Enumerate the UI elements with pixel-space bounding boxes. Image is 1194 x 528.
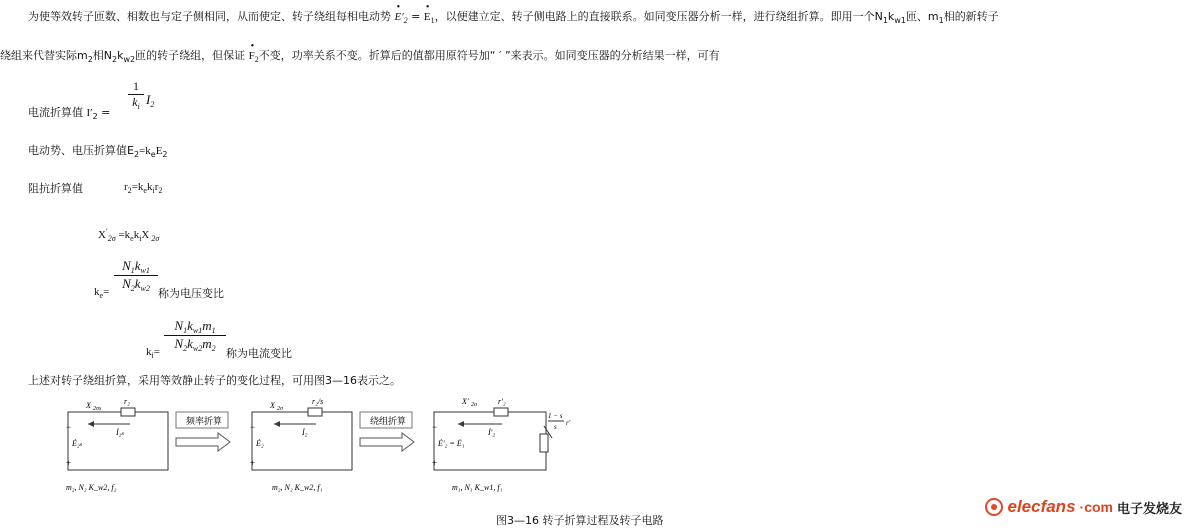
c2-minus: − <box>250 422 256 432</box>
formula-ki-desc: 称为电流变比 <box>226 347 292 360</box>
c3-r-label: r′₂ <box>498 397 506 406</box>
c2-e-label: Ė₂ <box>256 439 264 448</box>
c1-i-label: İ₂ₛ <box>116 428 125 437</box>
closing-sentence: 上述对转子绕组折算，采用等效静止转子的变化过程，可用图3—16表示之。 <box>28 374 401 387</box>
text: ，以便建立定、转子侧电路上的直接联系。如同变压器分析一样，进行绕组折算。即用一个N <box>434 10 883 23</box>
symbol-e2-prime: • $E'_2$ <box>394 2 408 25</box>
c1-caption: m₂, N₂ K_w2, f₂ <box>66 483 117 492</box>
text: = <box>407 10 424 23</box>
circuit-2 <box>250 397 352 492</box>
c2-plus: + <box>250 458 256 468</box>
arrow-2-label: 绕组折算 <box>370 417 407 427</box>
c1-x-sub: 2σs <box>93 406 102 412</box>
paragraph-line-2: 绕组来代替实际$m_2$相$N_2k_{w2}$匝的转子绕组，但保证 • $F_2$不变，功率关系不变。折算后的值都用原符号加“ ′ ”来表示。如同变压器的分析结果一样，可有 <box>0 41 720 64</box>
formula-impedance: $r_2=k_ek_ir_2$ <box>124 181 163 195</box>
c2-i-label: İ₂ <box>302 428 308 437</box>
c1-e-label: Ė₂ₛ <box>72 439 83 448</box>
formula-ki-fraction: $\frac{N_1k_{w1}m_1}{N_2k_{w2}m_2}$ <box>164 318 226 353</box>
circuit-figure <box>58 390 618 500</box>
formula-reactance: $X'_{2\sigma} =k_ek_iX$ $_{2\sigma}$ <box>98 227 160 243</box>
c3-caption: m₁, N₁ K_w1, f₁ <box>452 483 503 492</box>
c1-minus: − <box>66 422 72 432</box>
text: 为使等效转子匝数、相数也与定子侧相同，从而使定、转子绕组每相电动势 <box>28 10 395 23</box>
c1-r-label: r₂ <box>124 397 130 406</box>
figure-caption: 图3—16 转子折算过程及转子电路 <box>496 514 664 527</box>
formula-ke: $k_e=$ <box>94 286 110 300</box>
formula-emf: 电动势、电压折算值$E_2=k_eE_2$ <box>28 144 168 159</box>
arrow-1-label: 频率折算 <box>186 417 223 427</box>
symbol-f2: • $F_2$ <box>248 41 259 64</box>
formula-current-fraction: $\frac{1}{k_i}$ <box>128 79 144 111</box>
c2-r-label: r₂/s <box>312 397 324 406</box>
symbol-e1: • $E_1$ <box>423 2 435 25</box>
formula-ke-fraction: $\frac{N_1k_{w1}}{N_2k_{w2}}$ <box>114 258 158 293</box>
c3-load-r: r′ <box>566 419 571 427</box>
c3-e-label: Ė′₂ = Ė₁ <box>438 439 465 448</box>
c1-plus: + <box>66 458 72 468</box>
paragraph-line-1: 为使等效转子匝数、相数也与定子侧相同，从而使定、转子绕组每相电动势 • $E'_2$ = • $E_1$，以便建立定、转子侧电路上的直接联系。如同变压器分析一样，进行绕组折算。即用一个$N_1k_{w1}$匝、$m_1$相的新转子 <box>28 2 999 25</box>
logo-brand: elecfans <box>1007 497 1076 516</box>
c3-i-label: İ′₂ <box>488 428 496 437</box>
formula-ke-desc: 称为电压变比 <box>158 287 224 300</box>
arrow-winding <box>360 412 414 451</box>
c2-x-label: X <box>270 401 275 410</box>
logo-domain: ·com <box>1079 499 1113 515</box>
c2-caption: m₂, N₂ K_w2, f₁ <box>272 483 323 492</box>
c3-load-num: 1 − s <box>548 412 563 420</box>
c3-minus: − <box>432 422 438 432</box>
c1-x-label: X <box>86 401 91 410</box>
c3-load-den: s <box>554 423 557 431</box>
c2-x-sub: 2σ <box>277 406 283 412</box>
elecfans-logo <box>985 497 1182 517</box>
logo-cn: 电子发烧友 <box>1116 501 1182 517</box>
formula-current: 电流折算值 $I'_2$ = <box>28 106 111 121</box>
arrow-frequency <box>176 412 230 451</box>
formula-impedance-label: 阻抗折算值 <box>28 182 83 195</box>
c3-x-sub: 2σ <box>471 402 477 408</box>
circuit-1 <box>66 397 168 492</box>
formula-ki: $k_i=$ <box>146 346 160 360</box>
c3-plus: + <box>432 458 438 468</box>
circuit-3 <box>432 397 571 492</box>
logo-icon <box>985 498 1003 516</box>
formula-current-rhs: $I_2$ <box>146 92 155 109</box>
c3-x-label: X′ <box>462 397 469 406</box>
